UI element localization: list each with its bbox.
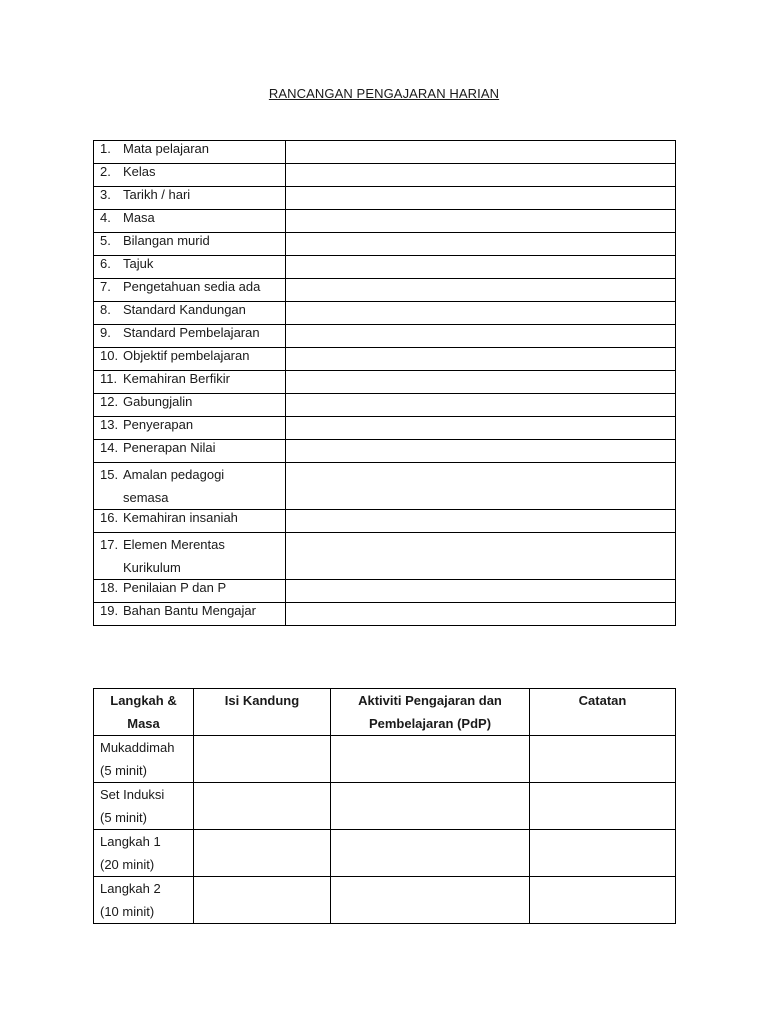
activities-cell[interactable] (331, 830, 530, 877)
field-value-cell[interactable] (286, 348, 676, 371)
step-name: Set Induksi (100, 787, 165, 802)
step-cell (94, 830, 194, 877)
field-label-line: Gabungjalin (123, 394, 193, 409)
field-value-cell[interactable] (286, 510, 676, 533)
header-line: Isi Kandung (224, 693, 300, 708)
header-notes (530, 689, 676, 736)
field-label (123, 325, 260, 341)
field-value-cell[interactable] (286, 394, 676, 417)
field-label-line: Standard Pembelajaran (123, 325, 260, 340)
field-label-line: Penilaian P dan P (123, 580, 227, 595)
field-label (123, 533, 225, 579)
document-title: RANCANGAN PENGAJARAN HARIAN (268, 86, 500, 101)
notes-cell[interactable] (530, 736, 676, 783)
field-label-cell (94, 463, 286, 510)
field-label (123, 440, 216, 456)
field-label-cell (94, 510, 286, 533)
field-label-cell (94, 233, 286, 256)
field-number: 12. (100, 394, 119, 409)
field-number: 17. (100, 537, 119, 552)
field-label-cell (94, 440, 286, 463)
field-number: 13. (100, 417, 119, 432)
field-label (123, 603, 256, 619)
field-label (123, 302, 246, 318)
field-label-line: Penerapan Nilai (123, 440, 216, 455)
field-label (123, 463, 224, 509)
table-row (94, 187, 676, 210)
field-value-cell[interactable] (286, 580, 676, 603)
table-row (94, 233, 676, 256)
field-label-cell (94, 302, 286, 325)
step-time: (5 minit) (100, 763, 147, 778)
field-number: 2. (100, 164, 111, 179)
field-number: 10. (100, 348, 119, 363)
field-label-cell (94, 210, 286, 233)
step-time: (5 minit) (100, 810, 147, 825)
field-value-cell[interactable] (286, 325, 676, 348)
field-value-cell[interactable] (286, 256, 676, 279)
step-name: Mukaddimah (100, 740, 175, 755)
field-label-cell (94, 417, 286, 440)
field-label-line: Bahan Bantu Mengajar (123, 603, 256, 618)
field-label (123, 510, 238, 526)
table-row (94, 256, 676, 279)
field-label (123, 394, 192, 410)
field-label-cell (94, 141, 286, 164)
field-label-line: Tarikh / hari (123, 187, 191, 202)
field-value-cell[interactable] (286, 417, 676, 440)
field-label-line: Pengetahuan sedia ada (123, 279, 261, 294)
field-label-line: Objektif pembelajaran (123, 348, 250, 363)
field-label (123, 187, 190, 203)
field-label (123, 141, 209, 157)
field-label-line: Mata pelajaran (123, 141, 209, 156)
field-number: 15. (100, 467, 119, 482)
step-time: (10 minit) (100, 904, 155, 919)
field-label-cell (94, 348, 286, 371)
table-row (94, 877, 676, 924)
notes-cell[interactable] (530, 783, 676, 830)
step-cell (94, 877, 194, 924)
field-value-cell[interactable] (286, 233, 676, 256)
field-label-cell (94, 533, 286, 580)
field-number: 6. (100, 256, 111, 271)
field-number: 1. (100, 141, 111, 156)
table-row (94, 440, 676, 463)
field-number: 18. (100, 580, 119, 595)
field-label-cell (94, 371, 286, 394)
activities-cell[interactable] (331, 877, 530, 924)
field-label (123, 210, 155, 226)
field-label (123, 417, 193, 433)
field-label-cell (94, 603, 286, 626)
field-value-cell[interactable] (286, 463, 676, 510)
header-activities (331, 689, 530, 736)
table-row (94, 164, 676, 187)
field-label-cell (94, 580, 286, 603)
table-row (94, 830, 676, 877)
field-label-line: Standard Kandungan (123, 302, 246, 317)
field-value-cell[interactable] (286, 164, 676, 187)
content-cell[interactable] (194, 830, 331, 877)
field-value-cell[interactable] (286, 603, 676, 626)
field-label-cell (94, 187, 286, 210)
field-label-line: Kelas (123, 164, 156, 179)
field-label (123, 256, 153, 272)
header-line: Catatan (578, 693, 627, 708)
table-row (94, 302, 676, 325)
field-label (123, 233, 210, 249)
table-row (94, 394, 676, 417)
field-value-cell[interactable] (286, 210, 676, 233)
header-line: Aktiviti Pengajaran dan (358, 693, 502, 708)
table-row (94, 371, 676, 394)
field-label-line: Tajuk (123, 256, 154, 271)
table-row (94, 417, 676, 440)
step-name: Langkah 1 (100, 834, 161, 849)
field-number: 14. (100, 440, 119, 455)
table-row (94, 463, 676, 510)
field-value-cell[interactable] (286, 302, 676, 325)
table-row (94, 325, 676, 348)
field-label-cell (94, 164, 286, 187)
field-number: 3. (100, 187, 111, 202)
field-label-line: Amalan pedagogi (123, 467, 225, 482)
content-cell[interactable] (194, 783, 331, 830)
field-label (123, 580, 226, 596)
step-cell (94, 736, 194, 783)
field-value-cell[interactable] (286, 371, 676, 394)
field-label-line: semasa (123, 490, 169, 505)
content-cell[interactable] (194, 877, 331, 924)
field-label-line: Kemahiran Berfikir (123, 371, 230, 386)
step-name: Langkah 2 (100, 881, 161, 896)
field-number: 11. (100, 371, 118, 386)
field-label-line: Penyerapan (123, 417, 194, 432)
field-label (123, 348, 249, 364)
field-value-cell[interactable] (286, 187, 676, 210)
table-row (94, 533, 676, 580)
field-value-cell[interactable] (286, 141, 676, 164)
header-step-time (94, 689, 194, 736)
field-label (123, 279, 260, 295)
activities-cell[interactable] (331, 736, 530, 783)
header-line: Langkah & (110, 693, 177, 708)
field-label-line: Masa (123, 210, 155, 225)
field-number: 4. (100, 210, 111, 225)
header-line: Pembelajaran (PdP) (368, 716, 492, 731)
field-label-line: Bilangan murid (123, 233, 210, 248)
content-cell[interactable] (194, 736, 331, 783)
table-row (94, 580, 676, 603)
table-row (94, 510, 676, 533)
field-label-line: Kemahiran insaniah (123, 510, 238, 525)
table-row (94, 210, 676, 233)
field-label-cell (94, 394, 286, 417)
field-label-cell (94, 256, 286, 279)
field-label-line: Kurikulum (123, 560, 181, 575)
field-value-cell[interactable] (286, 533, 676, 580)
field-number: 9. (100, 325, 111, 340)
steps-header-row (94, 689, 676, 736)
activities-cell[interactable] (331, 783, 530, 830)
field-value-cell[interactable] (286, 279, 676, 302)
table-row (94, 348, 676, 371)
notes-cell[interactable] (530, 830, 676, 877)
header-line: Masa (127, 716, 160, 731)
step-cell (94, 783, 194, 830)
lesson-info-table (93, 140, 676, 626)
table-row (94, 783, 676, 830)
field-number: 8. (100, 302, 111, 317)
field-label-cell (94, 279, 286, 302)
table-row (94, 603, 676, 626)
field-label-line: Elemen Merentas (123, 537, 225, 552)
field-number: 7. (100, 279, 111, 294)
field-number: 5. (100, 233, 111, 248)
field-number: 19. (100, 603, 119, 618)
lesson-steps-table (93, 688, 676, 924)
header-content (194, 689, 331, 736)
field-label (123, 164, 156, 180)
field-label-cell (94, 325, 286, 348)
step-time: (20 minit) (100, 857, 155, 872)
notes-cell[interactable] (530, 877, 676, 924)
field-value-cell[interactable] (286, 440, 676, 463)
field-number: 16. (100, 510, 119, 525)
table-row (94, 141, 676, 164)
table-row (94, 736, 676, 783)
table-row (94, 279, 676, 302)
field-label (123, 371, 230, 387)
